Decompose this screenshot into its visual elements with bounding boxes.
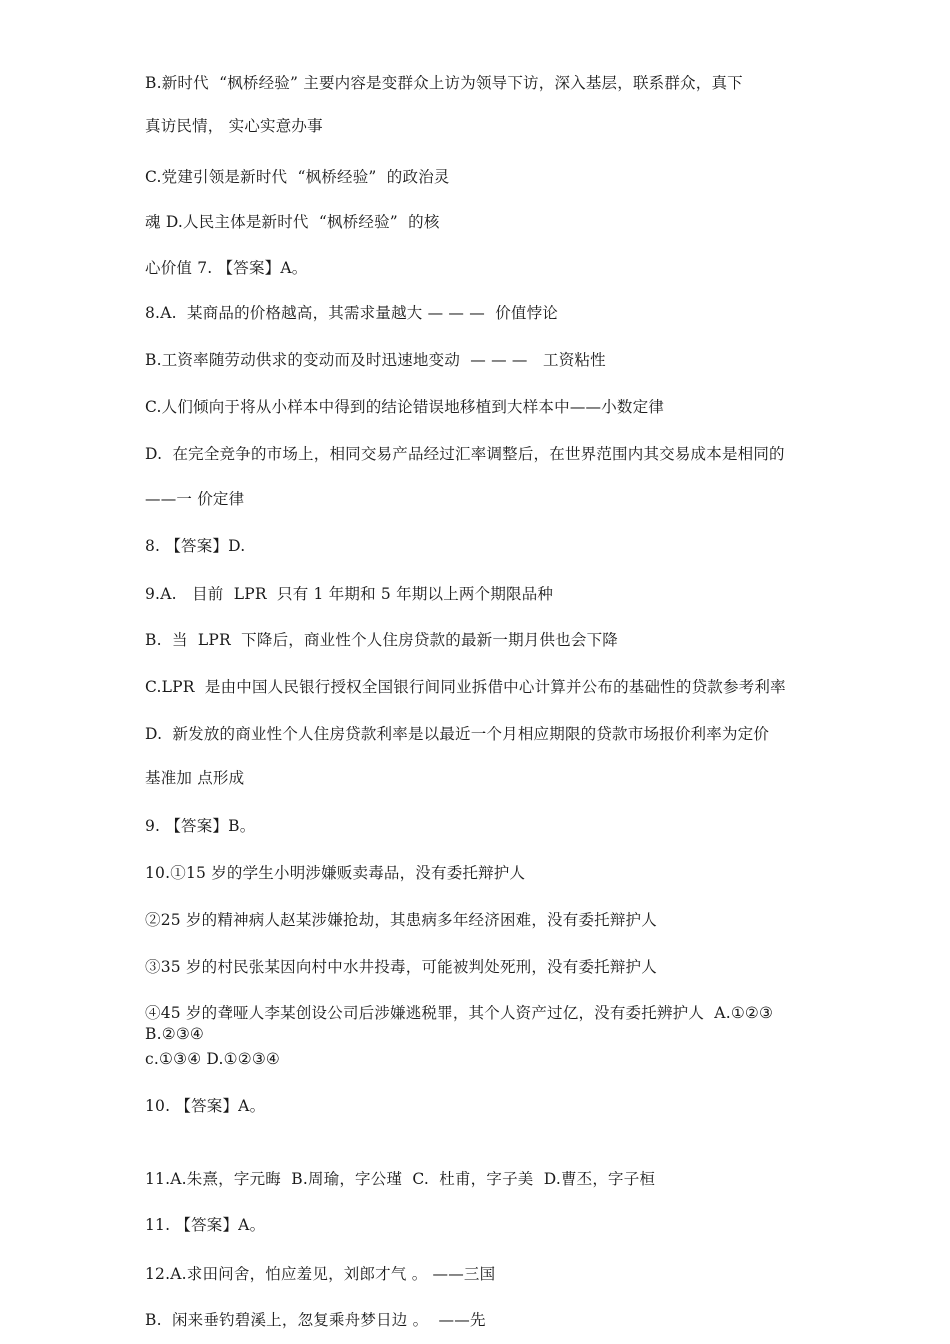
text-line: ——一 价定律 (145, 490, 245, 508)
text-line: 心价值 7. 【答案】A。 (145, 259, 308, 277)
text-line: B.②③④ (145, 1025, 205, 1043)
text-line: D. 在完全竞争的市场上，相同交易产品经过汇率调整后，在世界范围内其交易成本是相同的 (145, 445, 785, 463)
text-line: B. 当 LPR 下降后，商业性个人住房贷款的最新一期月供也会下降 (145, 631, 618, 649)
text-line: C.LPR 是由中国人民银行授权全国银行间同业拆借中心计算并公布的基础性的贷款参考利率 (145, 678, 786, 696)
answer-line: 10. 【答案】A。 (145, 1097, 266, 1115)
text-line: c.①③④ D.①②③④ (145, 1050, 281, 1068)
text-line: D. 新发放的商业性个人住房贷款利率是以最近一个月相应期限的贷款市场报价利率为定价 (145, 725, 770, 743)
text-line: 魂 D.人民主体是新时代 “枫桥经验” 的核 (145, 213, 440, 231)
answer-line: 9. 【答案】B。 (145, 817, 256, 835)
text-line: 基准加 点形成 (145, 769, 245, 787)
text-line: C.党建引领是新时代 “枫桥经验” 的政治灵 (145, 168, 450, 186)
text-line: B. 闲来垂钓碧溪上，忽复乘舟梦日边 。 ——先 (145, 1311, 486, 1329)
text-line: B.新时代 “枫桥经验” 主要内容是变群众上访为领导下访，深入基层，联系群众，真下 (145, 74, 743, 92)
text-line: 10.①15 岁的学生小明涉嫌贩卖毒品，没有委托辩护人 (145, 864, 526, 882)
text-line: B.工资率随劳动供求的变动而及时迅速地变动 — — — 工资粘性 (145, 351, 606, 369)
text-line: 9.A. 目前 LPR 只有 1 年期和 5 年期以上两个期限品种 (145, 585, 554, 603)
answer-line: 11. 【答案】A。 (145, 1216, 266, 1234)
text-line: ④45 岁的聋哑人李某创设公司后涉嫌逃税罪，其个人资产过亿，没有委托辨护人 A.①②③ (145, 1004, 774, 1022)
text-line: 真访民情， 实心实意办事 (145, 117, 323, 135)
answer-line: 8. 【答案】D. (145, 537, 246, 555)
text-line: C.人们倾向于将从小样本中得到的结论错误地移植到大样本中——小数定律 (145, 398, 665, 416)
text-line: ③35 岁的村民张某因向村中水井投毒，可能被判处死刑，没有委托辩护人 (145, 958, 657, 976)
text-line: 12.A.求田问舍，怕应羞见，刘郎才气 。 ——三国 (145, 1265, 496, 1283)
text-line: 8.A. 某商品的价格越高，其需求量越大 — — — 价值悖论 (145, 304, 558, 322)
text-line: 11.A.朱熹，字元晦 B.周瑜，字公瑾 C. 杜甫，字子美 D.曹丕，字子桓 (145, 1170, 656, 1188)
text-line: ②25 岁的精神病人赵某涉嫌抢劫，其患病多年经济困难，没有委托辩护人 (145, 911, 657, 929)
